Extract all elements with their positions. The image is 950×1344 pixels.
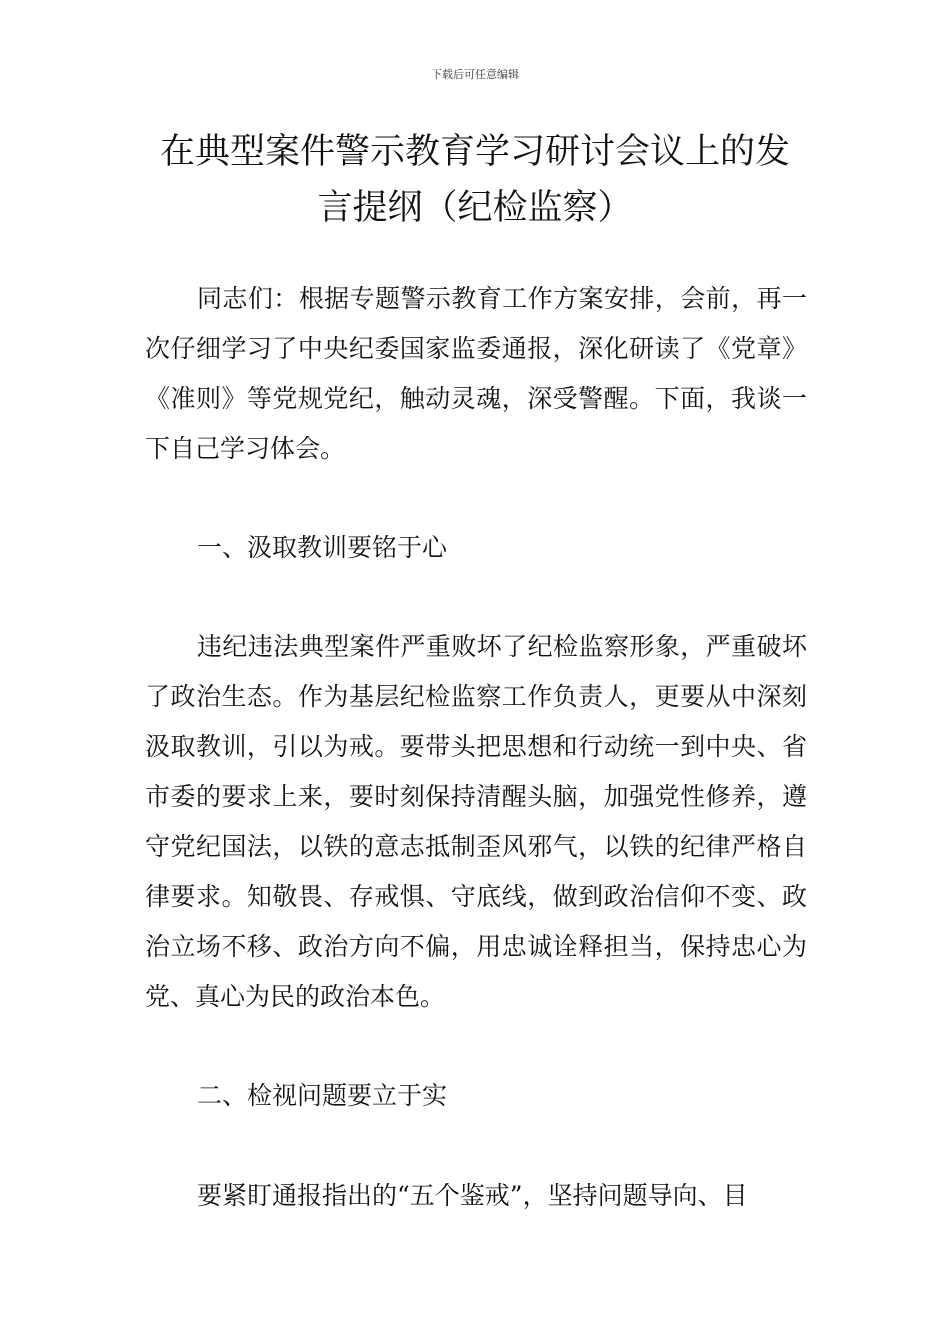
section-heading-1: 一、汲取教训要铭于心	[197, 533, 448, 562]
title-line-2: 言提纲（纪检监察）	[317, 188, 633, 228]
title-line-1: 在典型案件警示教育学习研讨会议上的发	[159, 132, 790, 172]
section-2-paragraph: 要紧盯通报指出的“五个鉴戒”，坚持问题导向、目	[197, 1181, 748, 1210]
document-title	[140, 124, 810, 236]
intro-paragraph: 同志们：根据专题警示教育工作方案安排，会前，再一次仔细学习了中央纪委国家监委通报，深化研读了《党章》《准则》等党规党纪，触动灵魂，深受警醒。下面，我谈一下自己学习体会。	[145, 284, 807, 463]
section-1-paragraph: 违纪违法典型案件严重败坏了纪检监察形象，严重破坏了政治生态。作为基层纪检监察工作负责人，更要从中深刻汲取教训，引以为戒。要带头把思想和行动统一到中央、省市委的要求上来，要时刻保持清醒头脑，加强党性修养，遵守党纪国法，以铁的意志抵制歪风邪气，以铁的纪律严格自律要求。知敬畏、存戒惧、守底线，做到政治信仰不变、政治立场不移、政治方向不偏，用忠诚诠释担当，保持忠心为党、真心为民的政治本色。	[145, 632, 807, 1011]
header-note: 下载后可任意编辑	[431, 68, 519, 81]
section-heading-2: 二、检视问题要立于实	[197, 1081, 448, 1110]
